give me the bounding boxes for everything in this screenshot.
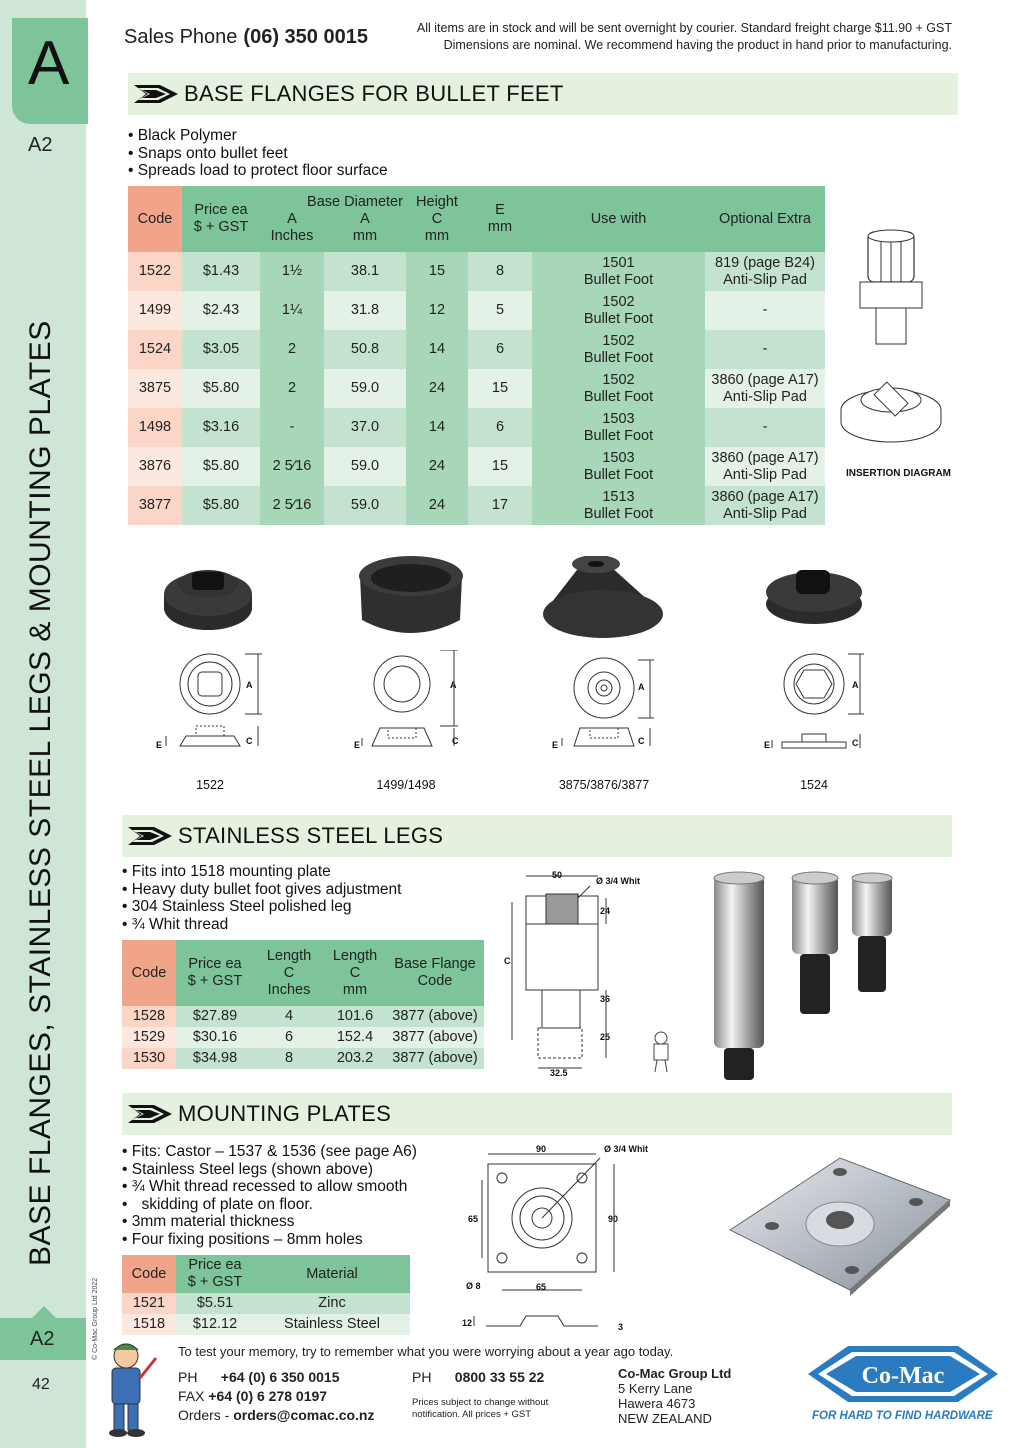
col-price: Price ea $ + GST <box>176 940 254 1006</box>
header-notice <box>352 20 952 54</box>
flange-1524-photo <box>766 570 862 624</box>
cell-optional-extra: 3860 (page A17) Anti-Slip Pad <box>705 369 825 408</box>
col-price: Price ea $ + GST <box>176 1255 254 1293</box>
cell-price: $5.80 <box>182 486 260 525</box>
cell-e: 15 <box>468 369 532 408</box>
cell-e: 15 <box>468 447 532 486</box>
cell-price: $5.80 <box>182 447 260 486</box>
cell-code: 1528 <box>122 1006 176 1027</box>
cell-height: 24 <box>406 369 468 408</box>
dim-side-90: 90 <box>608 1214 619 1224</box>
caption-3875-3877: 3875/3876/3877 <box>558 778 650 792</box>
cell-code: 1521 <box>122 1293 176 1314</box>
dim-a: A <box>246 680 253 690</box>
notice-line-1: All items are in stock and will be sent overnight by courier. Standard freight charge $11.90 + GST <box>416 21 952 35</box>
cell-a-mm: 59.0 <box>324 447 406 486</box>
col-length-inches: Length C Inches <box>254 940 324 1006</box>
copyright: © Co-Mac Group Ltd 2022 <box>92 1277 99 1360</box>
dim-c: C <box>452 736 459 746</box>
cell-height: 14 <box>406 408 468 447</box>
dim-c: C <box>246 736 253 746</box>
contact-block <box>178 1368 375 1425</box>
phone-label: PH <box>178 1369 198 1385</box>
dim-hole-8: Ø 8 <box>466 1281 481 1291</box>
table-row <box>122 1006 484 1027</box>
feature-list-legs <box>122 863 401 933</box>
col-use-with: Use with <box>532 186 705 252</box>
legs-photo <box>700 866 930 1086</box>
cell-material: Zinc <box>254 1293 410 1314</box>
insertion-diagram <box>836 224 946 454</box>
dim-whit-thread: Ø 3/4 Whit <box>596 876 641 886</box>
cell-length-inches: 6 <box>254 1027 324 1048</box>
cell-use-with: 1503 Bullet Foot <box>532 447 705 486</box>
section-banner-base-flanges <box>128 73 958 115</box>
orders-email[interactable]: orders@comac.co.nz <box>233 1407 375 1423</box>
dim-e: E <box>764 740 771 750</box>
dim-top-90: 90 <box>536 1144 547 1154</box>
logo-text: Co-Mac <box>861 1363 945 1389</box>
company-name: Co-Mac Group Ltd <box>618 1366 732 1381</box>
list-item: • 3mm material thickness <box>122 1213 417 1231</box>
col-length-mm: Length C mm <box>324 940 386 1006</box>
cell-price: $12.12 <box>176 1314 254 1335</box>
list-item: • Fits into 1518 mounting plate <box>122 863 401 881</box>
dim-e: E <box>354 740 361 750</box>
table-row <box>122 1027 484 1048</box>
sales-phone <box>124 26 368 49</box>
leg-drawing <box>494 862 644 1082</box>
cell-use-with: 1502 Bullet Foot <box>532 369 705 408</box>
table-header-row <box>122 1255 410 1293</box>
arrow-icon <box>134 85 178 103</box>
sales-phone-label: Sales Phone <box>124 26 238 48</box>
cell-code: 3877 <box>128 486 182 525</box>
cell-a-inches: 2 <box>260 369 324 408</box>
section-banner-mounting-plates <box>122 1093 952 1135</box>
cell-price: $3.05 <box>182 330 260 369</box>
sales-phone-number: (06) 350 0015 <box>243 26 368 48</box>
fax-number: +64 (0) 6 278 0197 <box>208 1388 328 1404</box>
cell-height: 14 <box>406 330 468 369</box>
cell-code: 3875 <box>128 369 182 408</box>
arrow-icon <box>128 1105 172 1123</box>
cell-a-mm: 31.8 <box>324 291 406 330</box>
page-code-top: A2 <box>28 134 53 156</box>
phone2-label: PH <box>412 1369 432 1385</box>
flange-drawings <box>150 650 870 770</box>
cartoon-figure-icon <box>648 1030 674 1074</box>
mascot-icon <box>96 1338 164 1438</box>
dim-32-5: 32.5 <box>550 1068 568 1078</box>
cell-material: Stainless Steel <box>254 1314 410 1335</box>
cell-code: 1530 <box>122 1048 176 1069</box>
dim-a: A <box>638 682 645 692</box>
cell-e: 6 <box>468 408 532 447</box>
dim-e: E <box>552 740 559 750</box>
plates-table <box>122 1255 410 1335</box>
cell-a-inches: 2 5⁄16 <box>260 447 324 486</box>
cell-height: 15 <box>406 252 468 291</box>
cell-e: 8 <box>468 252 532 291</box>
caption-1524: 1524 <box>800 778 828 792</box>
section-title: STAINLESS STEEL LEGS <box>178 823 444 848</box>
cell-a-inches: 2 5⁄16 <box>260 486 324 525</box>
table-row <box>128 408 825 447</box>
section-letter: A <box>28 29 70 98</box>
cell-code: 1529 <box>122 1027 176 1048</box>
section-banner-stainless-legs <box>122 815 952 857</box>
dim-3: 3 <box>618 1322 624 1332</box>
col-code: Code <box>128 186 182 252</box>
list-item: • ¾ Whit thread <box>122 916 401 934</box>
freephone <box>412 1368 544 1387</box>
cell-code: 1518 <box>122 1314 176 1335</box>
cell-height: 24 <box>406 486 468 525</box>
list-item-continued: • skidding of plate on floor. <box>122 1196 417 1214</box>
cell-use-with: 1502 Bullet Foot <box>532 291 705 330</box>
cell-length-inches: 8 <box>254 1048 324 1069</box>
comac-logo <box>808 1342 998 1432</box>
mounting-plate-photo <box>720 1150 960 1310</box>
caption-1499-1498: 1499/1498 <box>376 778 436 792</box>
footer-quote: To test your memory, try to remember what you were worrying about a year ago today. <box>178 1344 674 1359</box>
col-code: Code <box>122 1255 176 1293</box>
cell-optional-extra: - <box>705 291 825 330</box>
col-a-mm: Base Diameter A mm <box>324 186 406 252</box>
dim-25: 25 <box>600 1032 611 1042</box>
cell-base-flange: 3877 (above) <box>386 1048 484 1069</box>
table-row <box>128 447 825 486</box>
arrow-icon <box>128 827 172 845</box>
cell-height: 12 <box>406 291 468 330</box>
table-header-row <box>128 186 825 252</box>
list-item: • Fits: Castor – 1537 & 1536 (see page A6) <box>122 1143 417 1161</box>
dim-24: 24 <box>600 906 611 916</box>
table-row <box>128 369 825 408</box>
cell-code: 3876 <box>128 447 182 486</box>
cell-use-with: 1502 Bullet Foot <box>532 330 705 369</box>
vertical-page-title: BASE FLANGES, STAINLESS STEEL LEGS & MOUNTING PLATES <box>24 320 57 1266</box>
col-e: E mm <box>468 186 532 252</box>
cell-optional-extra: 3860 (page A17) Anti-Slip Pad <box>705 486 825 525</box>
cell-length-inches: 4 <box>254 1006 324 1027</box>
cell-e: 17 <box>468 486 532 525</box>
cell-a-inches: 1½ <box>260 252 324 291</box>
cell-price: $1.43 <box>182 252 260 291</box>
orders-label: Orders - <box>178 1407 230 1423</box>
phone2-number: 0800 33 55 22 <box>454 1369 545 1385</box>
table-row <box>128 291 825 330</box>
table-header-row <box>122 940 484 1006</box>
cell-length-mm: 101.6 <box>324 1006 386 1027</box>
cell-use-with: 1513 Bullet Foot <box>532 486 705 525</box>
cell-price: $27.89 <box>176 1006 254 1027</box>
dim-e: E <box>156 740 163 750</box>
col-base-diameter: Base Diameter <box>307 194 403 210</box>
cell-code: 1499 <box>128 291 182 330</box>
cell-use-with: 1503 Bullet Foot <box>532 408 705 447</box>
cell-a-mm: 38.1 <box>324 252 406 291</box>
page-code-bottom: A2 <box>30 1328 55 1350</box>
dim-12: 12 <box>462 1318 473 1328</box>
cell-a-inches: 2 <box>260 330 324 369</box>
cell-code: 1498 <box>128 408 182 447</box>
notice-line-2: Dimensions are nominal. We recommend having the product in hand prior to manufacturing. <box>443 38 952 52</box>
col-price: Price ea $ + GST <box>182 186 260 252</box>
cell-a-mm: 37.0 <box>324 408 406 447</box>
list-item: • Heavy duty bullet foot gives adjustment <box>122 881 401 899</box>
col-code: Code <box>122 940 176 1006</box>
col-a-inches: A Inches <box>260 186 324 252</box>
flange-photos <box>160 556 880 646</box>
feature-list-flanges <box>128 127 388 180</box>
insertion-diagram-label: INSERTION DIAGRAM <box>846 468 951 479</box>
caption-1522: 1522 <box>196 778 224 792</box>
cell-e: 6 <box>468 330 532 369</box>
list-item: • Snaps onto bullet feet <box>128 145 388 163</box>
cell-code: 1522 <box>128 252 182 291</box>
page-number: 42 <box>32 1376 50 1393</box>
flange-1522-photo <box>164 570 252 630</box>
cell-a-mm: 59.0 <box>324 486 406 525</box>
dim-whit-thread: Ø 3/4 Whit <box>604 1144 649 1154</box>
cell-a-mm: 50.8 <box>324 330 406 369</box>
dim-c: C <box>638 736 645 746</box>
legs-table <box>122 940 484 1069</box>
dim-bottom-65: 65 <box>536 1282 547 1292</box>
cell-price: $2.43 <box>182 291 260 330</box>
cell-use-with: 1501 Bullet Foot <box>532 252 705 291</box>
cell-base-flange: 3877 (above) <box>386 1006 484 1027</box>
list-item: • ¾ Whit thread recessed to allow smooth <box>122 1178 417 1196</box>
cell-a-mm: 59.0 <box>324 369 406 408</box>
list-item: • Four fixing positions – 8mm holes <box>122 1231 417 1249</box>
cell-a-inches: - <box>260 408 324 447</box>
comac-logo-mark <box>808 1342 998 1406</box>
table-row <box>122 1293 410 1314</box>
cell-a-inches: 1¼ <box>260 291 324 330</box>
cell-optional-extra: 3860 (page A17) Anti-Slip Pad <box>705 447 825 486</box>
list-item: • Stainless Steel legs (shown above) <box>122 1161 417 1179</box>
list-item: • Black Polymer <box>128 127 388 145</box>
cell-price: $34.98 <box>176 1048 254 1069</box>
cell-price: $30.16 <box>176 1027 254 1048</box>
list-item: • Spreads load to protect floor surface <box>128 162 388 180</box>
prices-note: Prices subject to change without notification. All prices + GST <box>412 1397 549 1420</box>
col-height: Height C mm <box>406 186 468 252</box>
table-row <box>128 330 825 369</box>
fax-label: FAX <box>178 1388 205 1404</box>
section-title: MOUNTING PLATES <box>178 1101 392 1126</box>
phone-number: +64 (0) 6 350 0015 <box>220 1369 340 1385</box>
cell-optional-extra: 819 (page B24) Anti-Slip Pad <box>705 252 825 291</box>
cell-price: $5.51 <box>176 1293 254 1314</box>
cell-base-flange: 3877 (above) <box>386 1027 484 1048</box>
plate-drawing <box>460 1140 660 1340</box>
dim-c: C <box>852 738 859 748</box>
cell-e: 5 <box>468 291 532 330</box>
flange-3875-photo <box>543 556 663 638</box>
flange-1499-photo <box>359 556 463 633</box>
col-base-flange: Base Flange Code <box>386 940 484 1006</box>
cell-price: $3.16 <box>182 408 260 447</box>
dim-width-50: 50 <box>552 870 563 880</box>
section-title: BASE FLANGES FOR BULLET FEET <box>184 81 564 106</box>
table-row <box>122 1314 410 1335</box>
section-tab <box>12 18 88 124</box>
list-item: • 304 Stainless Steel polished leg <box>122 898 401 916</box>
cell-height: 24 <box>406 447 468 486</box>
feature-list-plates <box>122 1143 417 1248</box>
table-row <box>128 252 825 291</box>
col-material: Material <box>254 1255 410 1293</box>
sidebar <box>0 0 86 1448</box>
cell-optional-extra: - <box>705 330 825 369</box>
cell-optional-extra: - <box>705 408 825 447</box>
cell-length-mm: 203.2 <box>324 1048 386 1069</box>
cell-code: 1524 <box>128 330 182 369</box>
logo-tagline: FOR HARD TO FIND HARDWARE <box>812 1410 993 1422</box>
company-address: Co-Mac Group Ltd 5 Kerry Lane Hawera 4673 NEW ZEALAND <box>618 1366 732 1426</box>
cell-length-mm: 152.4 <box>324 1027 386 1048</box>
flanges-table <box>128 186 825 525</box>
dim-a: A <box>450 680 457 690</box>
table-row <box>128 486 825 525</box>
dim-a: A <box>852 680 859 690</box>
dim-36: 36 <box>600 994 611 1004</box>
page-code-bottom-tab <box>0 1318 86 1360</box>
dim-c: C <box>504 956 511 966</box>
col-optional-extra: Optional Extra <box>705 186 825 252</box>
table-row <box>122 1048 484 1069</box>
cell-price: $5.80 <box>182 369 260 408</box>
dim-side-65: 65 <box>468 1214 479 1224</box>
